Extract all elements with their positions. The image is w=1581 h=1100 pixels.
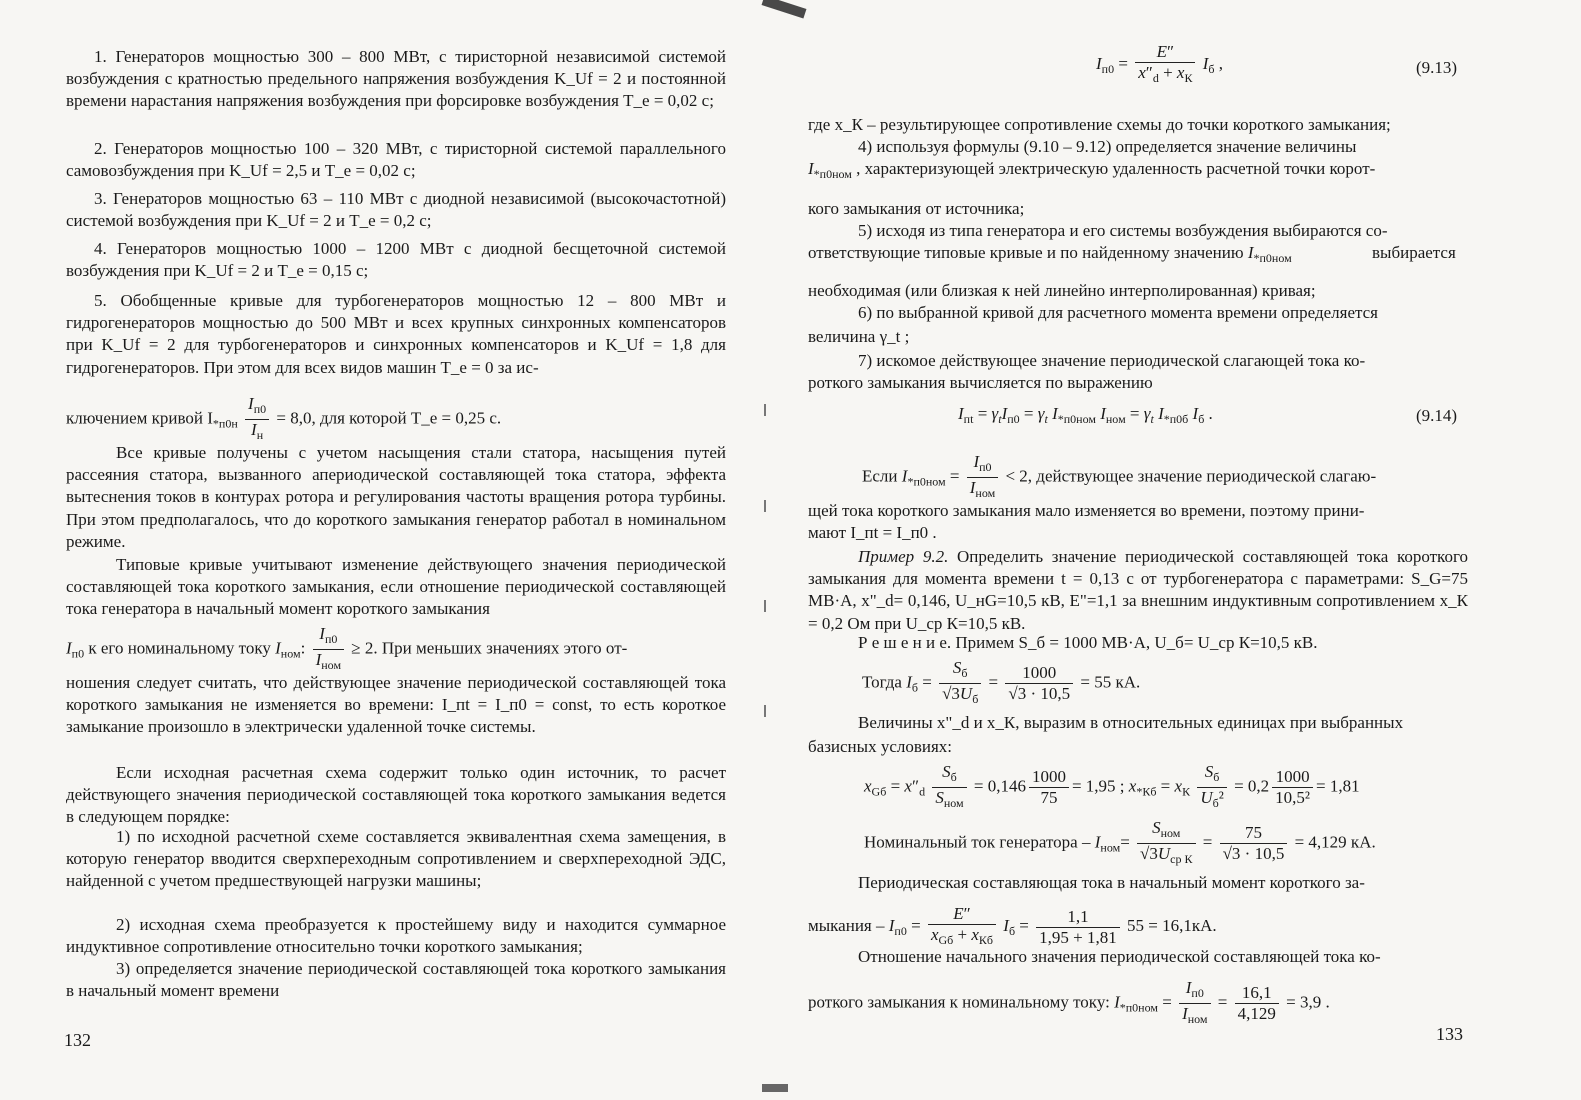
step-7: 7) искомое действующее значение периодической слагающей тока ко- [858, 351, 1366, 370]
step-1: 1) по исходной расчетной схеме составляется эквивалентная схема замещения, в которую генератор вводится сверхпереходным сопротивлением и сверхпереходной ЭДС, найденной с учетом предшествующей нагрузки машины; [66, 827, 726, 891]
step-4-cont: $I_{*п0ном}$ , характеризующей электрическую удаленность расчетной точки корот- [808, 159, 1376, 181]
ratio-para: Отношение начального значения периодической составляющей тока ко- [858, 947, 1381, 966]
step-2: 2) исходная схема преобразуется к простейшему виду и находится суммарное индуктивное сопротивление относительно точки короткого замыкания; [66, 915, 726, 957]
item-5: 5. Обобщенные кривые для турбогенераторов мощностью 12 – 800 МВт и гидрогенераторов мощностью до 500 МВт и всех крупных синхронных компенсаторов при K_Uf = 2 для турбогенераторов и синхронных компенсаторов и K_Uf = 1,8 для гидрогенераторов. При этом для всех видов машин T_e = 0 за ис- [66, 291, 726, 377]
periodic-para: Периодическая составляющая тока в начальный момент короткого за- [858, 873, 1365, 892]
page-number-right: 133 [1436, 1024, 1463, 1044]
ratio-fraction-1: $\frac{I_{п0}}{I_н}$ [245, 394, 269, 445]
solution: Р е ш е н и е. Примем S_б = 1000 МВ·А, U_б= U_ср К=10,5 кВ. [858, 633, 1318, 652]
nominal-result: = 4,129 кА. [1294, 832, 1376, 852]
gutter-tick-3 [764, 600, 766, 612]
item-2: 2. Генераторов мощностью 100 – 320 МВт, с тиристорной системой параллельного самовозбуждения при K_Uf = 2,5 и T_e = 0,02 с; [66, 139, 726, 181]
gutter-tick-2 [764, 500, 766, 512]
if-end: мают I_пt = I_п0 . [808, 523, 937, 542]
step-4-end: кого замыкания от источника; [808, 199, 1025, 218]
ratio-line-post: ≥ 2. При меньших значениях этого от- [351, 638, 628, 658]
then-line: Тогда $I_б$ = $\frac{S_б}{√3U_б}$ = $\frac{1000}{√3 \cdot 10,5}$ = 55 кА. [862, 658, 1141, 706]
where-line: где x_К – результирующее сопротивление схемы до точки короткого замыкания; [808, 115, 1391, 134]
item-5-tail [66, 394, 501, 445]
then-result: = 55 кА. [1080, 672, 1141, 692]
example-text: Определить значение периодической составляющей тока короткого замыкания для момента времени t = 0,13 с от турбогенератора с параметрами: S_G=75 МВ·А, x"_d= 0,146, U_нG=10,5 кВ, E"=1,1 за внешним индуктивным сопротивлением x_К = 0,2 Ом при U_ср К=10,5 кВ. [808, 547, 1469, 633]
ratio-fraction-2: $\frac{I_{п0}}{I_{ном}}$ [313, 624, 344, 675]
periodic-end-pre: мыкания – [808, 915, 885, 935]
para-source: Если исходная расчетная схема содержит только один источник, то расчет действующего значения периодической составляющей тока короткого замыкания ведется в следующем порядке: [66, 763, 726, 827]
values-para-end: базисных условиях: [808, 737, 953, 756]
if-line: Если $I_{*п0ном}$ = $\frac{I_{п0}}{I_{ном}}$ < 2, действующее значение периодической слагаю- [862, 452, 1377, 500]
ratio-end-pre: роткого замыкания к номинальному току: [808, 992, 1110, 1012]
equation-9-14: $I_{пt} = \gamma_tI_{п0} = \gamma_t$ $I_{*п0ном}$ $I_{ном} = \gamma_t$ $I_{*п0б}$ $I_б$ . [958, 404, 1213, 426]
step-6-end: величина γ_t ; [808, 327, 910, 346]
step-4-cont-text: , характеризующей электрическую удаленность расчетной точки корот- [856, 159, 1376, 178]
step-3: 3) определяется значение периодической составляющей тока короткого замыкания в начальный момент времени [66, 959, 726, 1001]
ratio-result: = 3,9 . [1286, 992, 1330, 1012]
item-5-tail-post: = 8,0, для которой T_e = 0,25 с. [276, 408, 502, 428]
nominal-current-line: Номинальный ток генератора – $I_{ном}=$ $\frac{S_{ном}}{√3U_{ср К}}$ = $\frac{75}{√3 \cdot 10,5}$ = 4,129 кА. [864, 818, 1376, 866]
step-5-word: выбирается [1372, 243, 1456, 262]
periodic-result: 55 = 16,1кА. [1126, 915, 1217, 935]
item-1: 1. Генераторов мощностью 300 – 800 МВт, с тиристорной независимой системой возбуждения с кратностью предельного напряжения возбуждения K_Uf = 2 и постоянной времени нарастания напряжения возбуждения при форсировке возбуждения T_e = 0,02 с; [66, 47, 726, 111]
gutter-tick-1 [764, 404, 766, 416]
item-5-tail-pre: ключением кривой I [66, 408, 213, 428]
step-6: 6) по выбранной кривой для расчетного момента времени определяется [858, 303, 1378, 322]
equation-number-9-13: (9.13) [1416, 58, 1458, 77]
periodic-end-line: мыкания – $I_{п0}$ = $\frac{E''}{x_{Gб} + x_{Кб}}$ $I_б$ = $\frac{1,1}{1,95 + 1,81}$ 55 = 16,1кА. [808, 904, 1217, 947]
page-number-left: 132 [64, 1030, 91, 1050]
relative-units-equation: $x_{Gб} = x''_d$ $\frac{S_б}{S_{ном}}$ = 0,146 $\frac{1000}{75}$ = 1,95 ; $x_{*Кб} = x_К$ $\frac{S_б}{U_б^2}$ = 0,2 $\frac{1000}{\text{10,5²}}$ = 1,81 [864, 762, 1360, 810]
step-5: 5) исходя из типа генератора и его системы возбуждения выбираются со- [858, 221, 1388, 240]
if-post: < 2, действующее значение периодической слагаю- [1005, 466, 1377, 486]
ratio-line-pre: к его номинальному току [88, 638, 271, 658]
item-4: 4. Генераторов мощностью 1000 – 1200 МВт с диодной бесщеточной системой возбуждения при K_Uf = 2 и T_e = 0,15 с; [66, 239, 726, 281]
para-curves: Все кривые получены с учетом насыщения стали статора, насыщения путей рассеяния статора, вызванного апериодической составляющей тока статора, эффекта вытеснения токов в контурах ротора и регулирования частоты вращения ротора турбины. При этом предполагалось, что до короткого замыкания генератор работал в номинальном режиме. [66, 443, 726, 551]
para-typical: Типовые кривые учитывают изменение действующего значения периодической составляющей тока короткого замыкания, если отношение периодической составляющей тока генератора в начальный момент короткого замыкания [66, 555, 726, 619]
step-4: 4) используя формулы (9.10 – 9.12) определяется значение величины [858, 137, 1357, 156]
if-cont: щей тока короткого замыкания мало изменяется во времени, поэтому прини- [808, 501, 1365, 520]
values-para: Величины x"_d и x_К, выразим в относительных единицах при выбранных [858, 713, 1404, 732]
scan-artifact-bottom [762, 1084, 788, 1092]
para-ratio-cont: ношения следует считать, что действующее значение периодической составляющей тока короткого замыкания не изменяется во времени: I_пt = I_п0 = const, то есть короткое замыкание произошло в электрически удаленной точке системы. [66, 673, 726, 737]
step-5-end: необходимая (или близкая к ней линейно интерполированная) кривая; [808, 281, 1316, 300]
then-pre: Тогда [862, 672, 902, 692]
equation-9-13: $I_{п0}$ = $\frac{E''}{x''_d + x_К}$ $I_б$ , [1096, 42, 1224, 85]
item-5-tail-sub: *п0н [212, 416, 238, 431]
step-5-cont-text: ответствующие типовые кривые и по найденному значению [808, 243, 1244, 262]
example-title: Пример 9.2. [858, 547, 949, 566]
ratio-end-line: роткого замыкания к номинальному току: $I_{*п0ном}$ = $\frac{I_{п0}}{I_{ном}}$ = $\frac{16,1}{4,129}$ = 3,9 . [808, 978, 1330, 1026]
step-7-end: роткого замыкания вычисляется по выражению [808, 373, 1153, 392]
step-5-cont: ответствующие типовые кривые и по найденному значению $I_{*п0ном}$ [808, 243, 1292, 265]
gutter-tick-4 [764, 705, 766, 717]
equation-number-9-14: (9.14) [1416, 406, 1458, 425]
ratio-line: $I_{п0}$ к его номинальному току $I_{ном}$: $\frac{I_{п0}}{I_{ном}}$ ≥ 2. При меньших значениях этого от- [66, 624, 627, 675]
if-pre: Если [862, 466, 898, 486]
example-block [808, 546, 1468, 635]
nominal-current-label: Номинальный ток генератора – [864, 832, 1091, 852]
item-3: 3. Генераторов мощностью 63 – 110 МВт с диодной независимой (высокочастотной) системой возбуждения при K_Uf = 2 и T_e = 0,2 с; [66, 189, 726, 231]
